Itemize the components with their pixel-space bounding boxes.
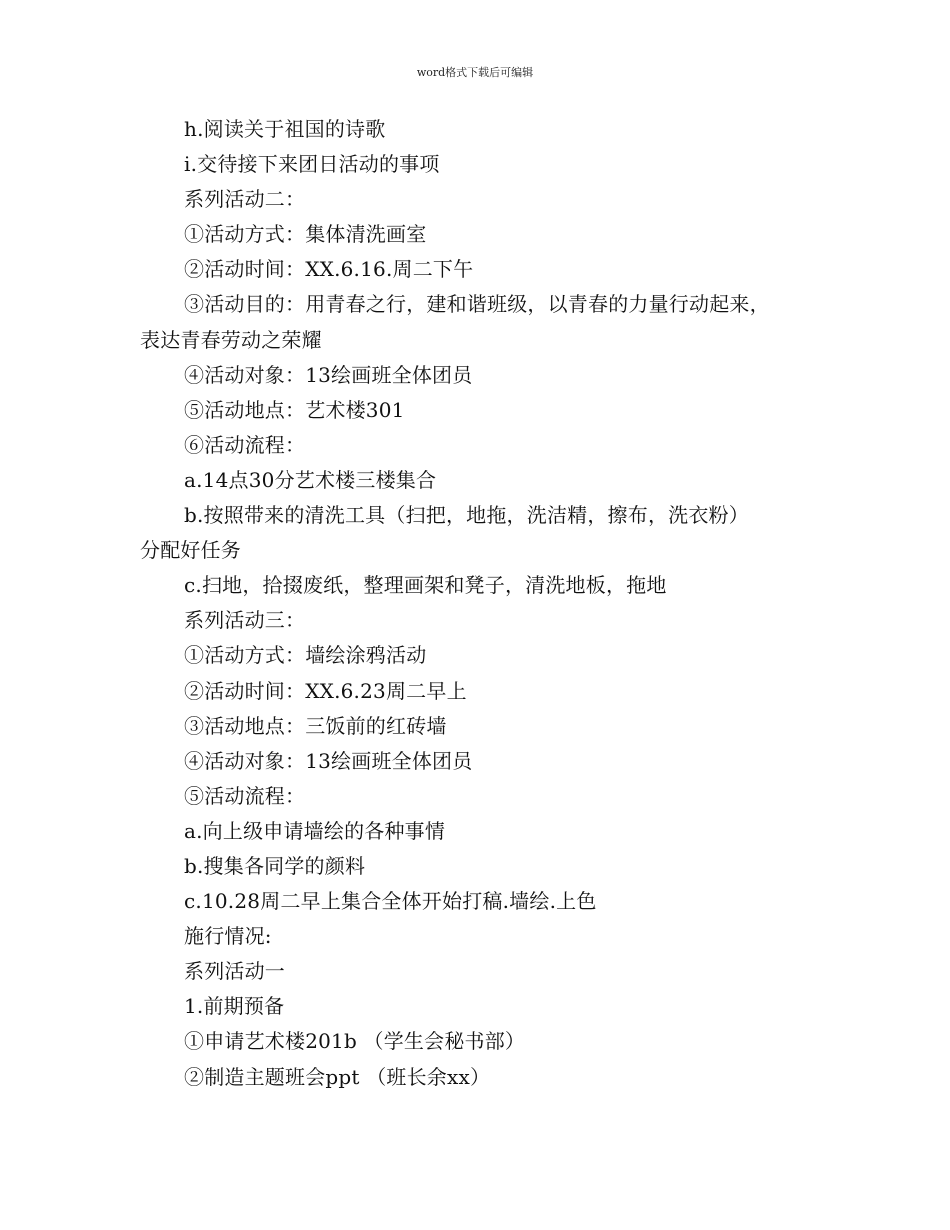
paragraph-line: 系列活动二： [184,187,306,212]
paragraph-line: a.向上级申请墙绘的各种事情 [184,818,446,843]
paragraph-line: ①活动方式：墙绘涂鸦活动 [184,643,427,668]
paragraph-line: ②活动时间：XX.6.16.周二下午 [184,257,474,282]
paragraph-line: ②活动时间：XX.6.23周二早上 [184,678,467,703]
paragraph-line: ⑤活动流程： [184,783,306,808]
paragraph-line: ④活动对象：13绘画班全体团员 [184,362,473,387]
paragraph-line: a.14点30分艺术楼三楼集合 [184,467,437,492]
paragraph-line: 施行情况: [184,924,272,949]
paragraph-line: b.按照带来的清洗工具（扫把，地拖，洗洁精，擦布，洗衣粉） [184,503,749,528]
paragraph-line: ④活动对象：13绘画班全体团员 [184,748,473,773]
paragraph-line: i.交待接下来团日活动的事项 [184,152,440,177]
paragraph-line: h.阅读关于祖国的诗歌 [184,117,386,141]
page-header: word格式下载后可编辑 [416,66,534,79]
paragraph-continuation-line: 分配好任务 [140,538,241,563]
paragraph-line: ③活动目的：用青春之行，建和谐班级，以青春的力量行动起来， [184,292,770,317]
paragraph-line: ①活动方式：集体清洗画室 [184,222,427,247]
paragraph-line: ③活动地点：三饭前的红砖墙 [184,713,447,738]
paragraph-line: b.搜集各同学的颜料 [184,853,366,878]
paragraph-line: 系列活动一 [184,959,285,984]
paragraph-line: ⑥活动流程： [184,432,306,457]
paragraph-line: ①申请艺术楼201b （学生会秘书部） [184,1029,526,1054]
paragraph-line: ②制造主题班会ppt （班长余xx） [184,1064,491,1089]
paragraph-continuation-line: 表达青春劳动之荣耀 [140,327,322,352]
paragraph-line: c.10.28周二早上集合全体开始打稿.墙绘.上色 [184,889,597,914]
paragraph-line: c.扫地，拾掇废纸，整理画架和凳子，清洗地板，拖地 [184,573,667,598]
document-body [140,112,840,1095]
paragraph-line: 系列活动三： [184,608,306,633]
paragraph-line: 1.前期预备 [184,994,285,1019]
paragraph-line: ⑤活动地点：艺术楼301 [184,397,405,422]
